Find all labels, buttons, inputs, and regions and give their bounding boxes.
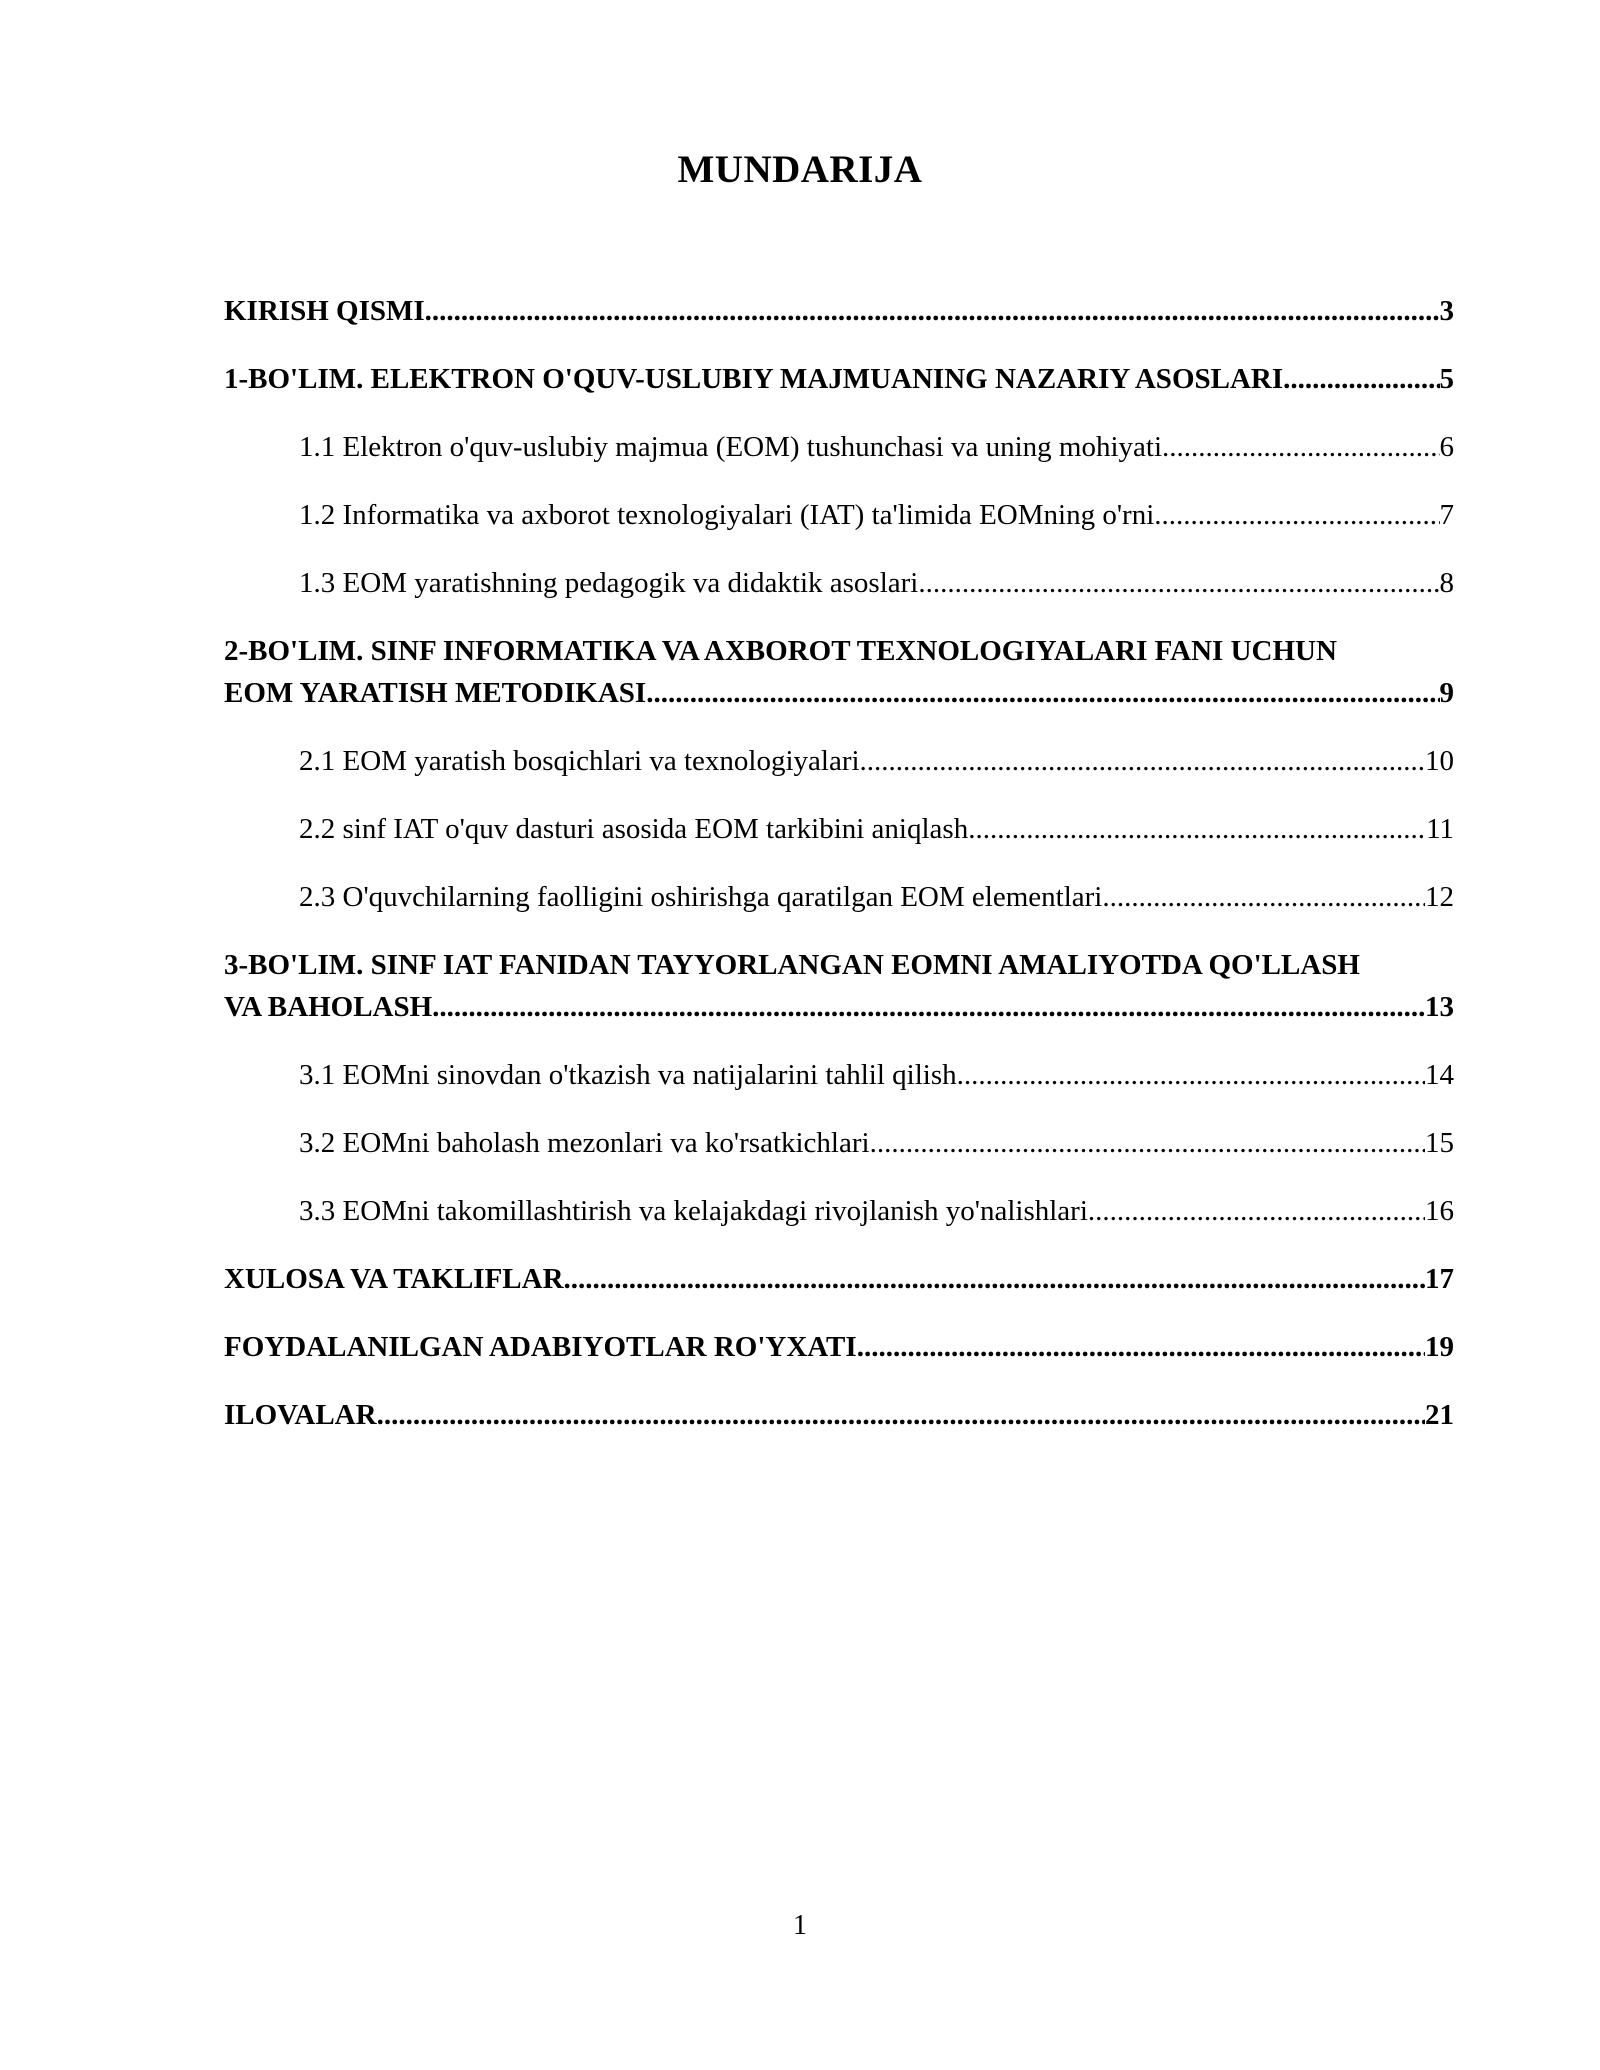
toc-entry-text: 1.3 EOM yaratishning pedagogik va didaktik asoslari <box>299 567 919 599</box>
toc-entry-text: 1.2 Informatika va axborot texnologiyalari (IAT) ta'limida EOMning o'rni <box>299 499 1155 531</box>
toc-entry-section-2-3[interactable] <box>224 876 1454 918</box>
toc-entry-chapter-1[interactable] <box>224 358 1454 400</box>
toc-page-number: 10 <box>1425 745 1454 777</box>
toc-entry-text: ILOVALAR <box>224 1399 377 1431</box>
dot-leader <box>425 290 1440 332</box>
dot-leader <box>432 986 1425 1028</box>
toc-entry-text-line-2: EOM YARATISH METODIKASI <box>224 677 647 709</box>
toc-entry-text-line-1: 2-BO'LIM. SINF INFORMATIKA VA AXBOROT TEXNOLOGIYALARI FANI UCHUN <box>224 635 1337 667</box>
dot-leader <box>1102 876 1425 918</box>
dot-leader <box>918 562 1439 604</box>
toc-entry-text: 2.2 sinf IAT o'quv dasturi asosida EOM tarkibini aniqlash <box>299 813 969 845</box>
page-number: 1 <box>793 1910 807 1941</box>
toc-page-number: 14 <box>1425 1059 1454 1091</box>
toc-entry-text: 1-BO'LIM. ELEKTRON O'QUV-USLUBIY MAJMUANING NAZARIY ASOSLARI <box>224 363 1284 395</box>
toc-page-number: 6 <box>1439 431 1454 463</box>
toc-entry-section-3-1[interactable] <box>224 1054 1454 1096</box>
toc-page-number: 12 <box>1425 881 1454 913</box>
dot-leader <box>957 1054 1425 1096</box>
page-title: MUNDARIJA <box>677 148 923 191</box>
toc-entry-text: KIRISH QISMI <box>224 295 425 327</box>
toc-page-number: 16 <box>1425 1195 1454 1227</box>
toc-page-number: 13 <box>1425 991 1454 1023</box>
toc-page-number: 21 <box>1425 1399 1454 1431</box>
toc-page-number: 8 <box>1439 567 1454 599</box>
toc-entry-section-2-2[interactable] <box>224 808 1454 850</box>
toc-entry-text: 2.1 EOM yaratish bosqichlari va texnologiyalari <box>299 745 860 777</box>
dot-leader <box>857 1326 1425 1368</box>
toc-entry-text: 2.3 O'quvchilarning faolligini oshirishga qaratilgan EOM elementlari <box>299 881 1103 913</box>
toc-entry-chapter-3[interactable] <box>224 944 1479 1028</box>
toc-entry-text: 3.2 EOMni baholash mezonlari va ko'rsatkichlari <box>299 1127 870 1159</box>
dot-leader <box>646 672 1439 714</box>
toc-entry-ilovalar[interactable] <box>224 1394 1454 1436</box>
table-of-contents <box>224 290 1454 1462</box>
toc-entry-xulosa[interactable] <box>224 1258 1454 1300</box>
dot-leader <box>860 740 1425 782</box>
dot-leader <box>1154 494 1439 536</box>
toc-entry-section-1-1[interactable] <box>224 426 1454 468</box>
toc-entry-adabiyotlar[interactable] <box>224 1326 1454 1368</box>
toc-page-number: 17 <box>1425 1263 1454 1295</box>
dot-leader <box>1162 426 1439 468</box>
toc-page-number: 11 <box>1426 813 1454 845</box>
toc-entry-text-line-2: VA BAHOLASH <box>224 991 433 1023</box>
dot-leader <box>1283 358 1439 400</box>
toc-entry-section-1-3[interactable] <box>224 562 1454 604</box>
toc-entry-text: XULOSA VA TAKLIFLAR <box>224 1263 564 1295</box>
toc-page-number: 7 <box>1439 499 1454 531</box>
toc-entry-text: FOYDALANILGAN ADABIYOTLAR RO'YXATI <box>224 1331 857 1363</box>
toc-entry-chapter-2[interactable] <box>224 630 1454 714</box>
toc-page-number: 15 <box>1425 1127 1454 1159</box>
toc-entry-text: 3.3 EOMni takomillashtirish va kelajakdagi rivojlanish yo'nalishlari <box>299 1195 1088 1227</box>
dot-leader <box>870 1122 1425 1164</box>
toc-entry-section-2-1[interactable] <box>224 740 1454 782</box>
toc-page-number: 19 <box>1425 1331 1454 1363</box>
dot-leader <box>1088 1190 1425 1232</box>
dot-leader <box>564 1258 1425 1300</box>
toc-entry-text-line-1: 3-BO'LIM. SINF IAT FANIDAN TAYYORLANGAN EOMNI AMALIYOTDA QO'LLASH <box>224 949 1360 981</box>
toc-entry-text: 3.1 EOMni sinovdan o'tkazish va natijalarini tahlil qilish <box>299 1059 957 1091</box>
dot-leader <box>968 808 1426 850</box>
dot-leader <box>377 1394 1425 1436</box>
toc-page-number: 5 <box>1439 363 1454 395</box>
toc-entry-section-3-2[interactable] <box>224 1122 1454 1164</box>
toc-entry-section-3-3[interactable] <box>224 1190 1454 1232</box>
toc-entry-kirish[interactable] <box>224 290 1454 332</box>
toc-page-number: 9 <box>1439 677 1454 709</box>
toc-page-number: 3 <box>1439 295 1454 327</box>
toc-entry-section-1-2[interactable] <box>224 494 1454 536</box>
toc-entry-text: 1.1 Elektron o'quv-uslubiy majmua (EOM) tushunchasi va uning mohiyati <box>299 431 1163 463</box>
